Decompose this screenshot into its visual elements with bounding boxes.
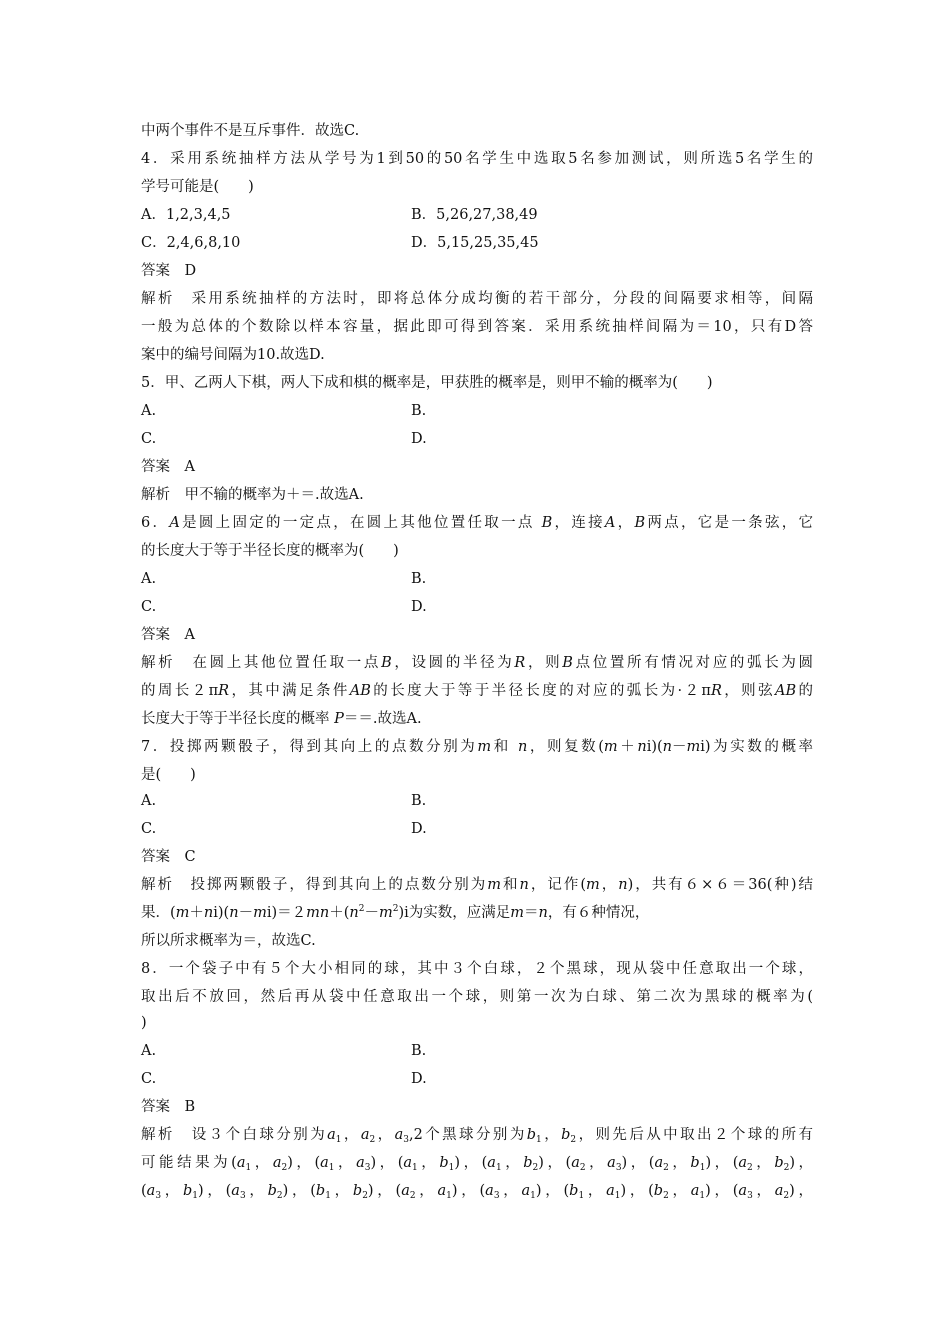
- subscript: 2: [532, 1163, 539, 1173]
- math-var: n: [229, 905, 239, 921]
- answer: 答案 D: [141, 263, 197, 279]
- explanation: [141, 653, 813, 673]
- text-span: ＋(: [329, 905, 350, 921]
- math-var: n: [618, 877, 628, 893]
- subscript: 3: [747, 1191, 753, 1201]
- text-span: －: [671, 739, 687, 755]
- subscript: 1: [536, 1135, 542, 1145]
- subscript: 1: [699, 1163, 706, 1173]
- option-d: D．5,15,25,35,45: [411, 235, 539, 251]
- math-var: n: [203, 905, 214, 921]
- text-span: ＝＝.故选A.: [343, 711, 422, 727]
- text-span: 7．投掷两颗骰子，得到其向上的点数分别为: [141, 739, 478, 755]
- math-var: b: [267, 1183, 277, 1199]
- subscript: 1: [578, 1191, 585, 1201]
- explanation: [141, 1181, 813, 1201]
- subscript: 1: [448, 1163, 455, 1173]
- subscript: 1: [614, 1191, 621, 1201]
- math-var: n: [349, 905, 359, 921]
- text-span: ＋: [189, 905, 204, 921]
- subscript: 3: [239, 1191, 246, 1201]
- text-span: ，设圆的半径为: [391, 655, 515, 671]
- subscript: 1: [325, 1191, 331, 1201]
- subscript: 2: [362, 1191, 368, 1201]
- option-a: A.: [141, 571, 157, 587]
- text-span: ，其中满足条件: [229, 683, 350, 699]
- subscript: 1: [699, 1191, 706, 1201]
- text-span: 的: [796, 683, 814, 699]
- option-d: D.: [411, 1071, 427, 1087]
- math-var: m: [686, 739, 701, 755]
- explanation: [141, 1153, 813, 1173]
- math-var: m: [585, 877, 600, 893]
- option-c: C．2,4,6,8,10: [141, 235, 241, 251]
- ordered-pair: ($a_1$，$b_1$)，: [397, 1155, 482, 1173]
- math-var: a: [146, 1183, 156, 1199]
- math-var: a: [485, 1183, 494, 1199]
- subscript: 2: [570, 1135, 577, 1145]
- math-var: b: [352, 1183, 363, 1199]
- math-var: n: [518, 739, 528, 755]
- text-span: 和: [501, 877, 520, 893]
- text-span: )i为实数，应满足: [398, 905, 511, 921]
- superscript: 2: [392, 904, 399, 914]
- ordered-pair: ($a_2$，$b_2$)，: [732, 1155, 814, 1173]
- ordered-pair: ($a_3$，$b_2$)，: [225, 1183, 311, 1201]
- text-span: 可能结果为: [141, 1155, 232, 1171]
- subscript: 1: [495, 1163, 502, 1173]
- math-var: B: [541, 515, 553, 531]
- explanation: [141, 681, 813, 701]
- text-span: ，有６种情况，: [547, 905, 650, 921]
- text-span: －: [238, 905, 254, 921]
- text-line: 的长度大于等于半径长度的概率为( ): [141, 543, 399, 559]
- text-span: ，则: [525, 655, 563, 671]
- text-span: ，则先后从中取出２个球的所有: [576, 1127, 814, 1143]
- text-span: i)＝２: [266, 905, 307, 921]
- math-var: a: [231, 1183, 240, 1199]
- subscript: 2: [276, 1191, 283, 1201]
- text-span: ＝: [523, 905, 539, 921]
- subscript: 1: [328, 1163, 335, 1173]
- math-var: a: [654, 1155, 664, 1171]
- explanation: 解析 采用系统抽样的方法时，即将总体分成均衡的若干部分，分段的间隔要求相等，间隔: [141, 291, 813, 307]
- math-var: m: [510, 905, 524, 921]
- subscript: 1: [192, 1191, 199, 1201]
- subscript: 2: [747, 1163, 753, 1173]
- math-var: a: [487, 1155, 496, 1171]
- option-d: D.: [411, 599, 427, 615]
- option-c: C.: [141, 431, 157, 447]
- text-span: 果．(: [141, 905, 176, 921]
- math-var: a: [437, 1183, 447, 1199]
- text-span: ，则复数(: [527, 739, 604, 755]
- answer: 答案 C: [141, 849, 196, 865]
- explanation: 一般为总体的个数除以样本容量，据此即可得到答案．采用系统抽样间隔为＝10，只有D答: [141, 319, 813, 335]
- math-var: A: [604, 515, 616, 531]
- option-a: A.: [141, 403, 157, 419]
- text-span: －: [364, 905, 379, 921]
- text-line: 取出后不放回，然后再从袋中任意取出一个球，则第一次为白球、第二次为黑球的概率为(: [141, 989, 813, 1005]
- answer: 答案 B: [141, 1099, 196, 1115]
- pair-list: [231, 1155, 813, 1171]
- math-var: B: [562, 655, 573, 671]
- math-var: a: [327, 1127, 336, 1143]
- text-span: 解析 在圆上其他位置任取一点: [141, 655, 382, 671]
- question-5: 5．甲、乙两人下棋，两人下成和棋的概率是，甲获胜的概率是，则甲不输的概率为( ): [141, 375, 713, 391]
- explanation: [141, 1125, 813, 1145]
- option-c: C.: [141, 599, 157, 615]
- math-var: b: [526, 1127, 537, 1143]
- option-b: B．5,26,27,38,49: [411, 207, 538, 223]
- math-var: m: [378, 905, 393, 921]
- text-span: ，则弦: [721, 683, 775, 699]
- ordered-pair: ($b_2$，$a_1$)，: [648, 1183, 733, 1201]
- math-var: b: [183, 1183, 193, 1199]
- math-var: a: [236, 1155, 246, 1171]
- text-span: 是圆上固定的一定点，在圆上其他位置任取一点: [179, 515, 535, 531]
- text-span: 的长度大于等于半径长度的对应的弧长为·２π: [370, 683, 711, 699]
- explanation: 案中的编号间隔为10.故选D.: [141, 347, 325, 363]
- ordered-pair: ($a_3$，$b_1$)，: [141, 1183, 226, 1201]
- text-span: 两点，它是一条弦，它: [645, 515, 814, 531]
- math-var: n: [637, 739, 647, 755]
- text-span: ，: [375, 1127, 395, 1143]
- subscript: 2: [409, 1191, 416, 1201]
- math-var: a: [360, 1127, 370, 1143]
- text-line: ): [141, 1015, 147, 1031]
- explanation: [141, 709, 813, 729]
- question-7: [141, 737, 813, 757]
- answer: 答案 A: [141, 459, 195, 475]
- text-span: i)为实数的概率: [700, 739, 814, 755]
- ordered-pair: ($a_1$，$b_2$)，: [481, 1155, 566, 1173]
- math-var: a: [320, 1155, 329, 1171]
- question-4: 4．采用系统抽样方法从学号为1到50的50名学生中选取5名参加测试，则所选5名学生的: [141, 151, 813, 167]
- ordered-pair: ($a_1$，$a_2$)，: [231, 1155, 315, 1173]
- subscript: 1: [245, 1163, 252, 1173]
- ordered-pair: ($a_1$，$a_3$)，: [314, 1155, 398, 1173]
- text-span: ,2个黑球分别为: [408, 1127, 527, 1143]
- text-span: ＋: [617, 739, 638, 755]
- math-var: m: [175, 905, 190, 921]
- text-span: 点位置所有情况对应的弧长为圆: [572, 655, 814, 671]
- math-var: b: [774, 1155, 784, 1171]
- math-var: R: [514, 655, 526, 671]
- answer: 答案 A: [141, 627, 195, 643]
- math-var: R: [710, 683, 722, 699]
- option-a: A.: [141, 793, 157, 809]
- math-var: a: [606, 1183, 615, 1199]
- subscript: 3: [493, 1191, 500, 1201]
- option-d: D.: [411, 821, 427, 837]
- math-var: mn: [306, 905, 330, 921]
- math-var: n: [662, 739, 672, 755]
- text-span: i)(: [646, 739, 663, 755]
- math-var: b: [439, 1155, 449, 1171]
- math-var: b: [315, 1183, 326, 1199]
- math-var: P: [334, 711, 344, 727]
- math-var: a: [738, 1155, 748, 1171]
- math-var: m: [253, 905, 267, 921]
- subscript: 2: [579, 1163, 586, 1173]
- math-var: a: [738, 1183, 748, 1199]
- math-var: B: [634, 515, 646, 531]
- option-c: C.: [141, 1071, 157, 1087]
- text-line: 学号可能是( ): [141, 179, 254, 195]
- math-var: a: [690, 1183, 700, 1199]
- subscript: 3: [155, 1191, 162, 1201]
- explanation: [141, 903, 813, 923]
- math-var: b: [690, 1155, 700, 1171]
- explanation: [141, 875, 813, 895]
- math-var: a: [571, 1155, 580, 1171]
- math-var: n: [538, 905, 548, 921]
- subscript: 2: [663, 1191, 669, 1201]
- math-var: m: [477, 739, 492, 755]
- option-d: D.: [411, 431, 427, 447]
- ordered-pair: ($a_3$，$a_2$)，: [732, 1183, 813, 1201]
- subscript: 2: [663, 1163, 669, 1173]
- text-span: ，连接: [552, 515, 605, 531]
- math-var: B: [381, 655, 392, 671]
- math-var: a: [774, 1183, 784, 1199]
- math-var: AB: [774, 683, 797, 699]
- option-c: C.: [141, 821, 157, 837]
- text-span: ，: [341, 1127, 361, 1143]
- option-b: B.: [411, 793, 427, 809]
- text-span: ，记作(: [528, 877, 586, 893]
- subscript: 3: [364, 1163, 371, 1173]
- text-span: 长度大于等于半径长度的概率: [141, 711, 330, 727]
- math-var: b: [523, 1155, 533, 1171]
- math-var: a: [394, 1127, 404, 1143]
- explanation: 所以所求概率为＝，故选C.: [141, 933, 316, 949]
- pair-list: [141, 1183, 813, 1199]
- subscript: 1: [446, 1191, 452, 1201]
- text-line: 是( ): [141, 767, 196, 783]
- ordered-pair: ($a_3$，$a_1$)，: [479, 1183, 564, 1201]
- text-span: 解析 投掷两颗骰子，得到其向上的点数分别为: [141, 877, 488, 893]
- option-b: B.: [411, 1043, 427, 1059]
- text-span: )，共有６×６＝36(种)结: [627, 877, 814, 893]
- text-span: ，: [541, 1127, 562, 1143]
- ordered-pair: ($b_1$，$b_2$)，: [310, 1183, 396, 1201]
- math-var: A: [169, 515, 180, 531]
- subscript: 2: [783, 1191, 790, 1201]
- text-span: ，: [599, 877, 619, 893]
- question-8: 8．一个袋子中有５个大小相同的球，其中３个白球，２个黑球，现从袋中任意取出一个球，: [141, 961, 813, 977]
- math-var: a: [401, 1183, 410, 1199]
- math-var: m: [603, 739, 618, 755]
- math-var: n: [519, 877, 529, 893]
- subscript: 3: [403, 1135, 409, 1145]
- ordered-pair: ($a_2$，$b_1$)，: [648, 1155, 733, 1173]
- subscript: 2: [369, 1135, 376, 1145]
- text-line: 中两个事件不是互斥事件．故选C.: [141, 123, 360, 139]
- subscript: 2: [281, 1163, 288, 1173]
- subscript: 2: [783, 1163, 790, 1173]
- ordered-pair: ($a_2$，$a_3$)，: [565, 1155, 649, 1173]
- math-var: a: [607, 1155, 616, 1171]
- text-span: 的周长２π: [141, 683, 219, 699]
- subscript: 3: [615, 1163, 622, 1173]
- math-var: m: [487, 877, 502, 893]
- subscript: 1: [412, 1163, 418, 1173]
- math-var: a: [356, 1155, 365, 1171]
- math-var: a: [272, 1155, 282, 1171]
- math-var: b: [653, 1183, 664, 1199]
- math-var: a: [521, 1183, 531, 1199]
- option-a: A.: [141, 1043, 157, 1059]
- text-span: 和: [491, 739, 511, 755]
- explanation: 解析 甲不输的概率为＋＝.故选A.: [141, 487, 364, 503]
- superscript: 2: [358, 904, 365, 914]
- ordered-pair: ($a_2$，$a_1$)，: [395, 1183, 480, 1201]
- subscript: 1: [335, 1135, 342, 1145]
- option-b: B.: [411, 403, 427, 419]
- math-var: AB: [349, 683, 371, 699]
- option-b: B.: [411, 571, 427, 587]
- math-var: b: [561, 1127, 571, 1143]
- text-span: i)(: [213, 905, 230, 921]
- math-var: a: [403, 1155, 413, 1171]
- math-var: b: [569, 1183, 579, 1199]
- subscript: 1: [530, 1191, 536, 1201]
- math-var: R: [218, 683, 230, 699]
- ordered-pair: ($b_1$，$a_1$)，: [563, 1183, 649, 1201]
- option-a: A．1,2,3,4,5: [141, 207, 231, 223]
- text-span: ，: [615, 515, 635, 531]
- question-6: [141, 513, 813, 533]
- text-span: 6．: [141, 515, 170, 531]
- text-span: 解析 设３个白球分别为: [141, 1127, 328, 1143]
